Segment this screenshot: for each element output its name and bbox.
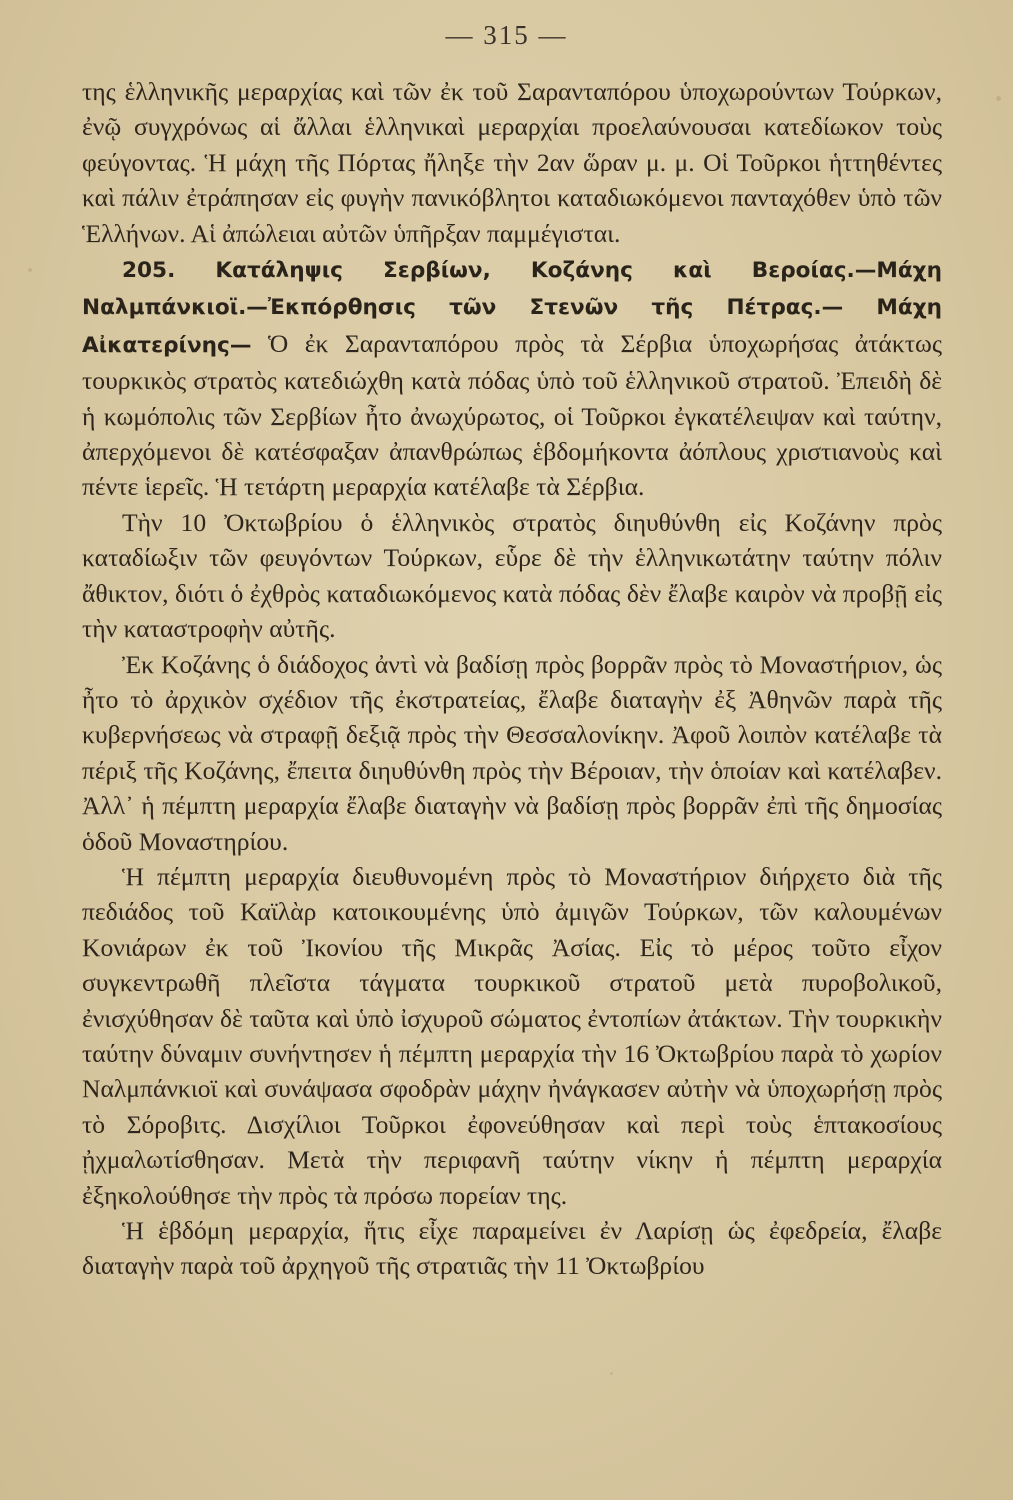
paragraph-veroia: Ἐκ Κοζάνης ὁ διάδοχος ἀντὶ νὰ βαδίσῃ πρὸς βορρᾶν πρὸς τὸ Μοναστήριον, ὡς ἦτο τὸ ἀρχικὸν σχέδιον τῆς ἐκστρατείας, ἔλαβε διαταγὴν ἐξ Ἀθηνῶν παρὰ τῆς κυβερνήσεως νὰ στραφῇ δεξιᾷ πρὸς τὴν Θεσσαλονίκην. Ἀφοῦ λοιπὸν κατέλαβε τὰ πέριξ τῆς Κοζάνης, ἔπειτα διηυθύνθη πρὸς τὴν Βέροιαν, τὴν ὁποίαν καὶ κατέλαβεν. Ἀλλ᾽ ἡ πέμπτη μεραρχία ἔλαβε διαταγὴν νὰ βαδίσῃ πρὸς βορρᾶν ἐπὶ τῆς δημοσίας ὁδοῦ Μοναστηρίου. (82, 649, 942, 856)
page-body (82, 74, 942, 1284)
page-number: — 315 — (445, 20, 568, 50)
paper-stain (28, 268, 32, 272)
paragraph-continuation: της ἑλληνικῆς μεραρχίας καὶ τῶν ἐκ τοῦ Σαρανταπόρου ὑποχωρούντων Τούρκων, ἐνῷ συγχρόνως αἱ ἄλλαι ἑλληνικαὶ μεραρχίαι προελαύνουσαι κατεδίωκον τοὺς φεύγοντας. Ἡ μάχη τῆς Πόρτας ἤληξε τὴν 2αν ὥραν μ. μ. Οἱ Τοῦρκοι ἡττηθέντες καὶ πάλιν ἐτράπησαν εἰς φυγὴν πανικόβλητοι καταδιωκόμενοι πανταχόθεν ὑπὸ τῶν Ἑλλήνων. Αἱ ἀπώλειαι αὐτῶν ὑπῆρξαν παμμέγισται. (82, 77, 942, 248)
paragraph-kozani: Τὴν 10 Ὀκτωβρίου ὁ ἑλληνικὸς στρατὸς διηυθύνθη εἰς Κοζάνην πρὸς καταδίωξιν τῶν φευγόντων Τούρκων, εὗρε δὲ τὴν ἑλληνικωτάτην ταύτην πόλιν ἄθικτον, διότι ὁ ἐχθρὸς καταδιωκόμενος κατὰ πόδας δὲν ἔλαβε καιρὸν νὰ προβῇ εἰς τὴν καταστροφὴν αὐτῆς. (82, 507, 942, 644)
section-number: 205. (122, 258, 176, 284)
section-205 (82, 251, 942, 505)
section-heading-text: Κατάληψις Σερβίων, Κοζάνης καὶ Βεροίας.—Μάχη Ναλμπάνκιοϊ.—Ἐκπόρθησις τῶν Στενῶν τῆς Πέτρας.— Μάχη Αἰκατερίνης— (82, 258, 942, 358)
paragraph-seventh-division: Ἡ ἑβδόμη μεραρχία, ἥτις εἶχε παραμείνει ἐν Λαρίσῃ ὡς ἐφεδρεία, ἔλαβε διαταγὴν παρὰ τοῦ ἀρχηγοῦ τῆς στρατιᾶς τὴν 11 Ὀκτωβρίου (82, 1216, 942, 1281)
paper-stain (610, 1372, 613, 1375)
paragraph-servia: Ὁ ἐκ Σαρανταπόρου πρὸς τὰ Σέρβια ὑποχωρήσας ἀτάκτως τουρκικὸς στρατὸς κατεδιώχθη κατὰ πόδας ὑπὸ τοῦ ἑλληνικοῦ στρατοῦ. Ἐπειδὴ δὲ ἡ κωμόπολις τῶν Σερβίων ἦτο ἀνωχύρωτος, οἱ Τοῦρκοι ἐγκατέλειψαν καὶ ταύτην, ἀπερχόμενοι δὲ κατέσφαξαν ἀπανθρώπως ἑβδομήκοντα ἀόπλους χριστιανοὺς καὶ πέντε ἱερεῖς. Ἡ τετάρτη μεραρχία κατέλαβε τὰ Σέρβια. (82, 328, 942, 502)
paper-stain (996, 96, 1001, 101)
paragraph-fifth-division: Ἡ πέμπτη μεραρχία διευθυνομένη πρὸς τὸ Μοναστήριον διήρχετο διὰ τῆς πεδιάδος τοῦ Καϊλὰρ κατοικουμένης ὑπὸ ἀμιγῶν Τούρκων, τῶν καλουμένων Κονιάρων ἐκ τοῦ Ἰκονίου τῆς Μικρᾶς Ἀσίας. Εἰς τὸ μέρος τοῦτο εἶχον συγκεντρωθῆ πλεῖστα τάγματα τουρκικοῦ στρατοῦ μετὰ πυροβολικοῦ, ἐνισχύθησαν δὲ ταῦτα καὶ ὑπὸ ἰσχυροῦ σώματος ἐντοπίων ἀτάκτων. Τὴν τουρκικὴν ταύτην δύναμιν συνήντησεν ἡ πέμπτη μεραρχία τὴν 16 Ὀκτωβρίου παρὰ τὸ χωρίον Ναλμπάνκιοϊ καὶ συνάψασα σφοδρὰν μάχην ἠνάγκασεν αὐτὴν νὰ ὑποχωρήσῃ πρὸς τὸ Σόροβιτς. Δισχίλιοι Τοῦρκοι ἐφονεύθησαν καὶ περὶ τοὺς ἑπτακοσίους ᾐχμαλωτίσθησαν. Μετὰ τὴν περιφανῆ ταύτην νίκην ἡ πέμπτη μεραρχία ἐξηκολούθησε τὴν πρὸς τὰ πρόσω πορείαν της. (82, 861, 942, 1210)
